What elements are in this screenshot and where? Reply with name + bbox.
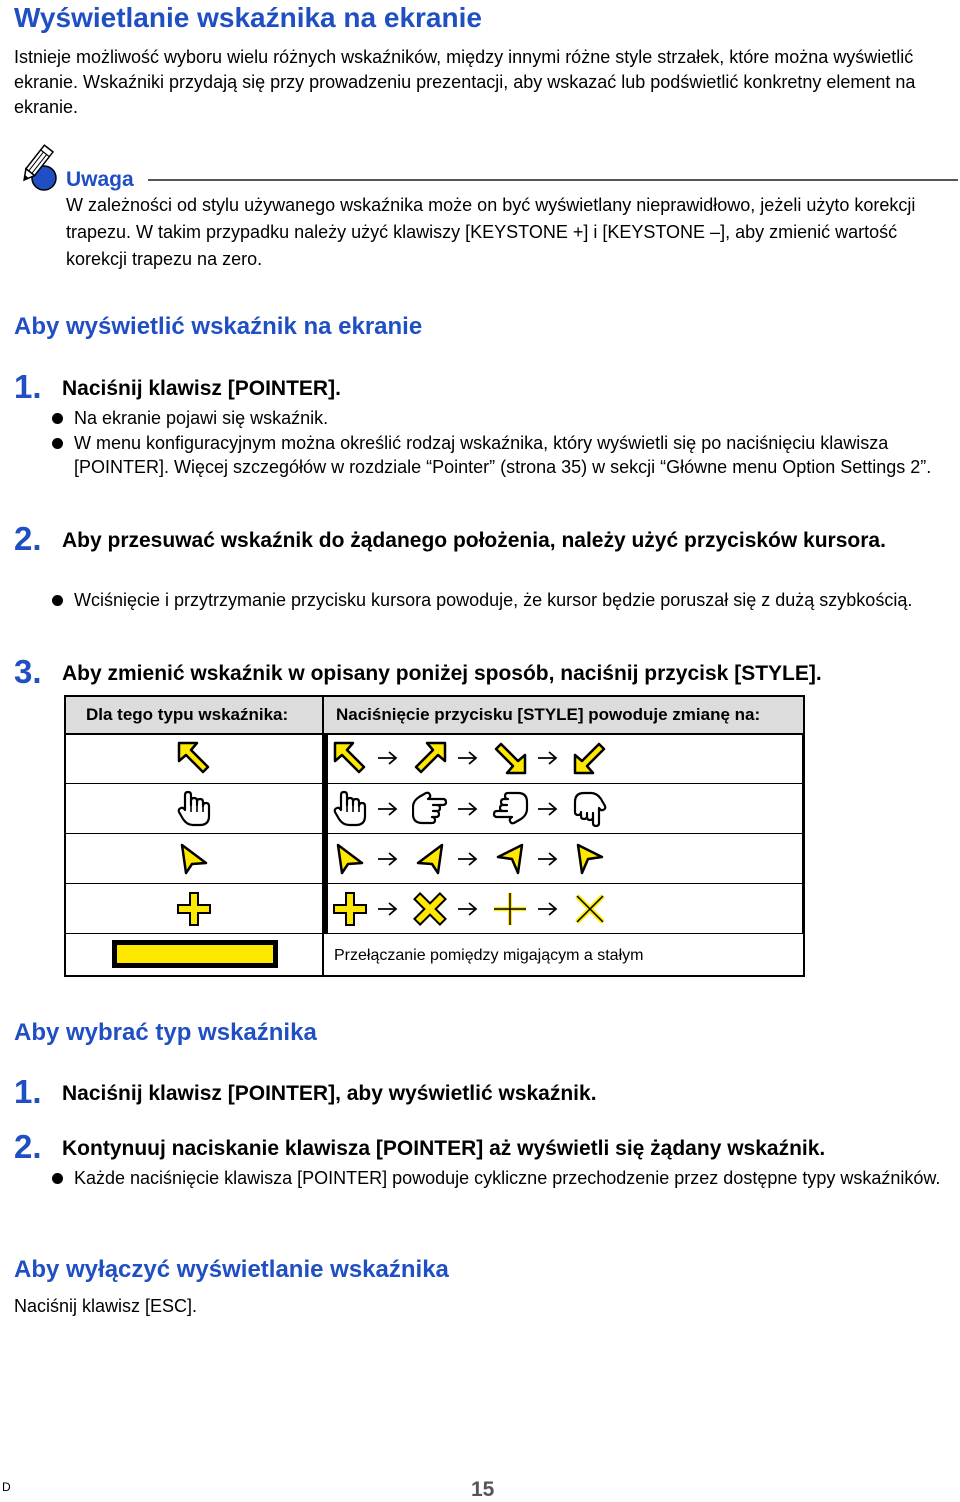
arrow-right-icon [536,849,560,869]
x-cross-thin-icon [572,891,608,927]
step-title: Aby zmienić wskaźnik w opisany poniżej sposób, naciśnij przycisk [STYLE]. [62,662,822,685]
triangle-right-icon [334,842,366,876]
bullet-item [52,1166,947,1190]
step-title: Aby przesuwać wskaźnik do żądanego położenia, należy użyć przycisków kursora. [62,529,886,552]
bullet-dot [52,438,63,449]
arrow-right-icon [456,748,480,768]
bullet-dot [52,1173,63,1184]
plus-cross-thin-icon [492,891,528,927]
step-number: 3. [14,653,42,690]
note-text: W zależności od stylu używanego wskaźnika może on być wyświetlany nieprawidłowo, jeżeli użyto korekcji trapezu. W takim przypadku należy użyć klawiszy [KEYSTONE +] i [KEYSTONE –], aby zmienić wartość korekcji trapezu na zero. [66,195,916,269]
footer-language-code: D [2,1480,11,1494]
arrow-right-icon [536,748,560,768]
hand-pointer-icon [176,790,212,828]
arrow-right-icon [456,799,480,819]
arrow-right-icon [456,849,480,869]
table-header-type: Dla tego typu wskaźnika: [66,697,322,733]
note-label: Uwaga [66,168,134,191]
table-row [66,784,803,834]
table-row [66,834,803,884]
arrow-right-icon [376,849,400,869]
esc-instruction: Naciśnij klawisz [ESC]. [14,1296,198,1316]
arrow-right-icon [376,799,400,819]
bullet-item [52,588,947,612]
step-title: Naciśnij klawisz [POINTER]. [62,377,341,400]
arrow-right-icon [376,899,400,919]
note-divider [148,179,958,181]
arrow-down-right-icon [492,740,528,776]
arrow-right-icon [456,899,480,919]
arrow-up-right-icon [412,740,448,776]
page-number: 15 [471,1478,495,1501]
bullet-text: Na ekranie pojawi się wskaźnik. [74,408,329,428]
bullet-text: Każde naciśnięcie klawisza [POINTER] powoduje cykliczne przechodzenie przez dostępne typy wskaźników. [74,1168,941,1188]
arrow-right-icon [376,748,400,768]
section-heading-select: Aby wybrać typ wskaźnika [14,1019,317,1046]
bullet-dot [52,413,63,424]
step-title: Kontynuuj naciskanie klawisza [POINTER] aż wyświetli się żądany wskaźnik. [62,1137,826,1160]
plus-cross-icon [332,891,368,927]
section-heading-disable: Aby wyłączyć wyświetlanie wskaźnika [14,1256,449,1283]
table-row [66,884,803,934]
step-number: 2. [14,520,42,557]
arrow-up-left-icon [332,740,368,776]
triangle-left-outline-icon [494,842,526,876]
bullet-dot [52,595,63,606]
cross-pointer-icon [176,891,212,927]
note-box [14,144,960,274]
bullet-item [52,431,947,479]
blink-description: Przełączanie pomiędzy migającym a stałym [334,947,644,964]
triangle-left-icon [414,842,446,876]
intro-paragraph: Istnieje możliwość wyboru wielu różnych wskaźników, między innymi różne style strzałek, które można wyświetlić ekranie. Wskaźniki przydają się przy prowadzeniu prezentacji, aby wskazać lub podświetlić konkretny element na ekranie. [14,47,916,117]
step-number: 1. [14,368,42,405]
hand-down-icon [572,790,608,828]
table-header-change: Naciśnięcie przycisku [STYLE] powoduje zmianę na: [324,697,803,733]
bullet-text: Wciśnięcie i przytrzymanie przycisku kursora powoduje, że kursor będzie poruszał się z dużą szybkością. [74,590,913,610]
bar-pointer-icon [110,938,280,970]
pointer-style-table [64,695,805,977]
arrow-down-left-icon [572,740,608,776]
page-title: Wyświetlanie wskaźnika na ekranie [14,2,482,33]
triangle-pointer-icon [178,842,210,876]
arrow-right-icon [536,799,560,819]
table-row [66,734,803,784]
step-number: 1. [14,1073,42,1110]
arrow-right-icon [536,899,560,919]
hand-up-icon [332,790,368,828]
hand-left-icon [492,790,530,826]
triangle-right-outline-icon [574,842,606,876]
bullet-item [52,406,947,430]
x-cross-icon [412,891,448,927]
step-number: 2. [14,1128,42,1165]
hand-right-icon [412,790,450,826]
section-heading-display: Aby wyświetlić wskaźnik na ekranie [14,313,423,340]
arrow-pointer-icon [176,740,212,776]
step-title: Naciśnij klawisz [POINTER], aby wyświetlić wskaźnik. [62,1082,597,1105]
bullet-text: W menu konfiguracyjnym można określić rodzaj wskaźnika, który wyświetli się po naciśnięciu klawisza [POINTER]. Więcej szczegółów w rozdziale “Pointer” (strona 35) w sekcji “Główne menu Option Settings 2”. [74,433,932,477]
note-pencil-icon [14,144,64,192]
